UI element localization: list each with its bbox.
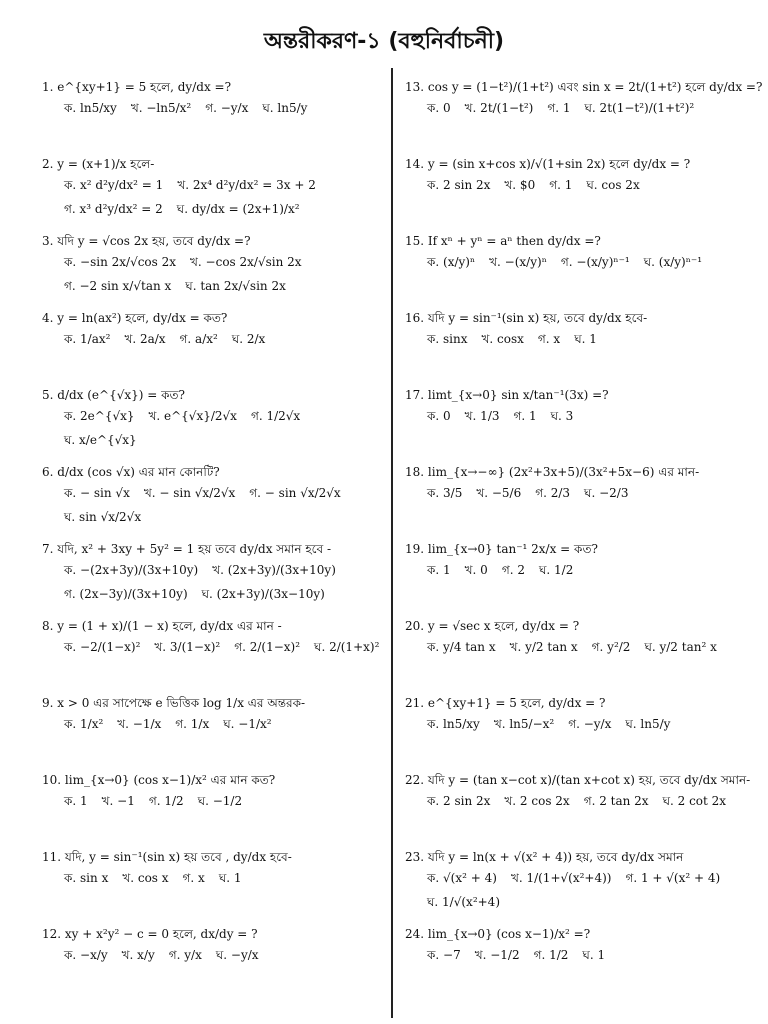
question-item (42, 542, 382, 606)
answer-option: ক. −sin 2x/√cos 2x (64, 255, 177, 270)
question-item (405, 80, 763, 120)
question-item (42, 619, 382, 659)
answer-option: খ. 0 (464, 563, 488, 578)
answer-option: ক. y/4 tan x (427, 640, 496, 655)
answer-option: গ. 1 (547, 101, 571, 116)
answer-option: ঘ. 2/x (231, 332, 266, 347)
question-item (42, 311, 382, 351)
answer-option: ঘ. (x/y)ⁿ⁻¹ (643, 255, 703, 270)
answer-option: ক. − sin √x (64, 486, 130, 501)
question-stem: 4. y = ln(ax²) হলে, dy/dx = কত? (42, 311, 228, 325)
answer-option: ঘ. ln5/y (625, 717, 671, 732)
answer-option: ক. −7 (427, 948, 461, 963)
answer-option: গ. 1/2 (533, 948, 569, 963)
option-list (42, 177, 382, 221)
question-item (42, 157, 382, 221)
question-stem: 9. x > 0 এর সাপেক্ষে e ভিত্তিক log 1/x এর অন্তরক- (42, 696, 306, 710)
question-stem: 24. lim_{x→0} (cos x−1)/x² =? (405, 927, 591, 941)
answer-option: গ. 2 tan 2x (583, 794, 649, 809)
answer-option: ঘ. −1/2 (197, 794, 243, 809)
answer-option: ক. sinx (427, 332, 468, 347)
question-stem: 11. যদি, y = sin⁻¹(sin x) হয় তবে , dy/dx হবে- (42, 850, 292, 864)
answer-option: ক. x² d²y/dx² = 1 (64, 178, 164, 193)
answer-option: গ. −2 sin x/√tan x (64, 279, 172, 294)
question-stem: 20. y = √sec x হলে, dy/dx = ? (405, 619, 580, 633)
answer-option: গ. − sin √x/2√x (249, 486, 341, 501)
option-list (405, 100, 750, 120)
answer-option: ক. 1/ax² (64, 332, 111, 347)
answer-option: ক. 2 sin 2x (427, 794, 491, 809)
answer-option: ঘ. 2 cot 2x (662, 794, 727, 809)
answer-option: ঘ. tan 2x/√sin 2x (185, 279, 286, 294)
question-stem: 18. lim_{x→−∞} (2x²+3x+5)/(3x²+5x−6) এর মান- (405, 465, 700, 479)
option-list (405, 947, 750, 967)
answer-option: খ. −(x/y)ⁿ (489, 255, 547, 270)
question-stem: 2. y = (x+1)/x হলে- (42, 157, 155, 171)
option-list (42, 639, 382, 659)
answer-option: গ. 2 (501, 563, 525, 578)
question-item (405, 311, 750, 351)
answer-option: ক. 1 (64, 794, 88, 809)
question-item (405, 850, 750, 914)
question-stem: 3. যদি y = √cos 2x হয়, তবে dy/dx =? (42, 234, 251, 248)
option-list (405, 793, 750, 813)
question-stem: 5. d/dx (e^{√x}) = কত? (42, 388, 185, 402)
question-item (405, 465, 750, 505)
answer-option: ঘ. cos 2x (586, 178, 640, 193)
option-list (42, 100, 382, 120)
answer-option: ক. ln5/xy (64, 101, 117, 116)
question-stem: 23. যদি y = ln(x + √(x² + 4)) হয়, তবে dy/dx সমান (405, 850, 684, 864)
answer-option: ক. ln5/xy (427, 717, 480, 732)
answer-option: ক. −x/y (64, 948, 108, 963)
question-item (405, 542, 750, 582)
answer-option: খ. $0 (504, 178, 536, 193)
option-list (405, 639, 750, 659)
option-list (405, 870, 750, 914)
answer-option: খ. −ln5/x² (130, 101, 192, 116)
answer-option: গ. y²/2 (591, 640, 631, 655)
question-stem: 1. e^{xy+1} = 5 হলে, dy/dx =? (42, 80, 232, 94)
answer-option: ক. −(2x+3y)/(3x+10y) (64, 563, 199, 578)
answer-option: ক. 2e^{√x} (64, 409, 135, 424)
question-item (405, 773, 750, 813)
column-divider (391, 68, 393, 1018)
answer-option: খ. cos x (122, 871, 169, 886)
question-stem: 16. যদি y = sin⁻¹(sin x) হয়, তবে dy/dx হবে- (405, 311, 648, 325)
option-list (42, 947, 382, 967)
answer-option: খ. x/y (121, 948, 155, 963)
answer-option: খ. 1/(1+√(x²+4)) (510, 871, 612, 886)
option-list (42, 331, 382, 351)
option-list (405, 716, 750, 736)
question-stem: 21. e^{xy+1} = 5 হলে, dy/dx = ? (405, 696, 606, 710)
option-list (42, 793, 382, 813)
option-list (42, 485, 382, 529)
answer-option: ঘ. −y/x (215, 948, 259, 963)
answer-option: গ. 1/2√x (250, 409, 301, 424)
option-list (42, 408, 382, 452)
option-list (42, 716, 382, 736)
option-list (405, 331, 750, 351)
answer-option: গ. −y/x (568, 717, 612, 732)
answer-option: খ. 2a/x (124, 332, 166, 347)
answer-option: খ. −5/6 (476, 486, 522, 501)
answer-option: গ. x (537, 332, 561, 347)
answer-option: ঘ. −2/3 (584, 486, 629, 501)
answer-option: গ. −y/x (205, 101, 249, 116)
question-item (42, 80, 382, 120)
answer-option: খ. −1 (101, 794, 135, 809)
question-stem: 19. lim_{x→0} tan⁻¹ 2x/x = কত? (405, 542, 598, 556)
question-item (405, 619, 750, 659)
answer-option: ঘ. 1 (574, 332, 597, 347)
answer-option: ঘ. 2t(1−t²)/(1+t²)² (584, 101, 695, 116)
answer-option: গ. x³ d²y/dx² = 2 (64, 202, 163, 217)
answer-option: গ. 1 + √(x² + 4) (625, 871, 721, 886)
answer-option: খ. e^{√x}/2√x (148, 409, 237, 424)
answer-option: গ. −(x/y)ⁿ⁻¹ (560, 255, 630, 270)
option-list (42, 562, 382, 606)
answer-option: গ. 1 (513, 409, 537, 424)
answer-option: ঘ. 1/2 (538, 563, 574, 578)
question-item (405, 696, 750, 736)
question-item (405, 157, 750, 197)
question-item (42, 465, 382, 529)
question-stem: 10. lim_{x→0} (cos x−1)/x² এর মান কত? (42, 773, 276, 787)
answer-option: ক. 0 (427, 101, 451, 116)
question-item (405, 388, 750, 428)
answer-option: খ. −1/x (117, 717, 162, 732)
answer-option: গ. y/x (168, 948, 202, 963)
question-stem: 7. যদি, x² + 3xy + 5y² = 1 হয় তবে dy/dx সমান হবে - (42, 542, 332, 556)
answer-option: ঘ. x/e^{√x} (64, 433, 137, 448)
question-stem: 17. limt_{x→0} sin x/tan⁻¹(3x) =? (405, 388, 609, 402)
question-stem: 13. cos y = (1−t²)/(1+t²) এবং sin x = 2t/(1+t²) হলে dy/dx =? (405, 80, 763, 94)
answer-option: ঘ. y/2 tan² x (644, 640, 717, 655)
answer-option: ঘ. 1/√(x²+4) (427, 895, 500, 910)
answer-option: ঘ. 3 (550, 409, 574, 424)
answer-option: ঘ. 2/(1+x)² (314, 640, 380, 655)
answer-option: ঘ. sin √x/2√x (64, 510, 142, 525)
question-stem: 22. যদি y = (tan x−cot x)/(tan x+cot x) হয়, তবে dy/dx সমান- (405, 773, 751, 787)
question-item (42, 927, 382, 967)
answer-option: খ. y/2 tan x (509, 640, 578, 655)
answer-option: ক. 2 sin 2x (427, 178, 491, 193)
answer-option: ঘ. ln5/y (262, 101, 308, 116)
option-list (405, 254, 750, 274)
answer-option: গ. x (182, 871, 205, 886)
answer-option: গ. 1 (549, 178, 573, 193)
answer-option: ক. 1/x² (64, 717, 104, 732)
question-item (42, 850, 382, 890)
option-list (42, 870, 382, 890)
answer-option: ক. sin x (64, 871, 109, 886)
answer-option: গ. 2/(1−x)² (234, 640, 301, 655)
page-title: অন্তরীকরণ-১ (বহুনির্বাচনী) (263, 29, 505, 54)
answer-option: ক. 1 (427, 563, 451, 578)
question-stem: 6. d/dx (cos √x) এর মান কোনটি? (42, 465, 220, 479)
answer-option: খ. 2t/(1−t²) (464, 101, 534, 116)
answer-option: গ. (2x−3y)/(3x+10y) (64, 587, 188, 602)
question-item (42, 234, 382, 298)
answer-option: গ. 2/3 (535, 486, 571, 501)
answer-option: গ. a/x² (179, 332, 218, 347)
answer-option: খ. 2 cos 2x (504, 794, 570, 809)
answer-option: খ. −1/2 (474, 948, 520, 963)
answer-option: খ. 2x⁴ d²y/dx² = 3x + 2 (177, 178, 316, 193)
question-item (42, 388, 382, 452)
answer-option: ঘ. 1 (582, 948, 606, 963)
question-stem: 14. y = (sin x+cos x)/√(1+sin 2x) হলে dy/dx = ? (405, 157, 691, 171)
answer-option: ক. √(x² + 4) (427, 871, 497, 886)
question-item (42, 696, 382, 736)
answer-option: খ. 1/3 (464, 409, 500, 424)
answer-option: ঘ. 1 (218, 871, 242, 886)
question-stem: 8. y = (1 + x)/(1 − x) হলে, dy/dx এর মান - (42, 619, 282, 633)
answer-option: ঘ. −1/x² (223, 717, 272, 732)
option-list (42, 254, 382, 298)
answer-option: গ. 1/2 (148, 794, 184, 809)
question-stem: 15. If xⁿ + yⁿ = aⁿ then dy/dx =? (405, 234, 601, 248)
question-stem: 12. xy + x²y² − c = 0 হলে, dx/dy = ? (42, 927, 258, 941)
answer-option: খ. ln5/−x² (493, 717, 555, 732)
answer-option: ক. 3/5 (427, 486, 463, 501)
question-item (405, 927, 750, 967)
question-item (42, 773, 382, 813)
answer-option: খ. −cos 2x/√sin 2x (190, 255, 302, 270)
option-list (405, 562, 750, 582)
answer-option: ক. (x/y)ⁿ (427, 255, 476, 270)
answer-option: খ. − sin √x/2√x (143, 486, 236, 501)
answer-option: ঘ. dy/dx = (2x+1)/x² (176, 202, 300, 217)
answer-option: ক. 0 (427, 409, 451, 424)
answer-option: খ. 3/(1−x)² (154, 640, 221, 655)
answer-option: ক. −2/(1−x)² (64, 640, 141, 655)
answer-option: ঘ. (2x+3y)/(3x−10y) (201, 587, 325, 602)
answer-option: খ. cosx (481, 332, 524, 347)
option-list (405, 485, 750, 505)
answer-option: গ. 1/x (175, 717, 210, 732)
option-list (405, 408, 750, 428)
answer-option: খ. (2x+3y)/(3x+10y) (212, 563, 336, 578)
question-item (405, 234, 750, 274)
option-list (405, 177, 750, 197)
